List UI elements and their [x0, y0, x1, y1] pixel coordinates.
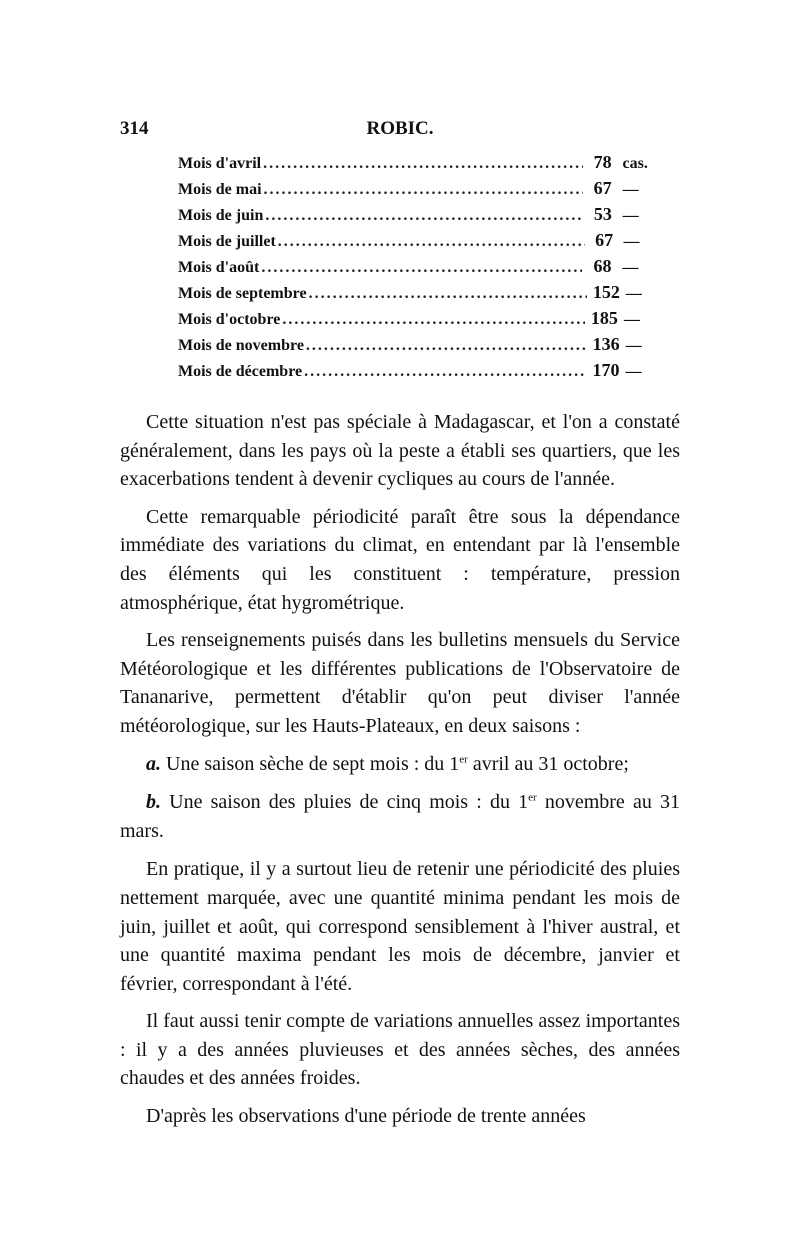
month-label: Mois de juin	[178, 207, 264, 224]
case-count: 68	[593, 256, 612, 276]
list-text: avril au 31 octobre;	[467, 752, 629, 775]
case-count: 67	[593, 178, 612, 198]
table-row	[178, 334, 648, 360]
monthly-cases-table	[178, 152, 648, 386]
unit-label: cas.	[622, 155, 648, 172]
unit-label: —	[625, 363, 642, 380]
case-count: 78	[593, 152, 612, 172]
month-label: Mois de novembre	[178, 337, 304, 354]
leader-dots	[309, 285, 587, 303]
superscript: er	[528, 791, 537, 804]
month-label: Mois de septembre	[178, 285, 307, 302]
table-row	[178, 152, 648, 178]
list-marker: a.	[146, 752, 161, 775]
table-row	[178, 256, 648, 282]
unit-label: —	[625, 337, 642, 354]
list-item-a	[120, 750, 680, 779]
list-marker: b.	[146, 791, 161, 814]
unit-label: —	[623, 233, 640, 250]
leader-dots	[261, 259, 582, 277]
month-label: Mois d'août	[178, 259, 260, 276]
list-text: novembre au 31 mars.	[120, 791, 680, 842]
table-row	[178, 230, 648, 256]
month-label: Mois d'octobre	[178, 311, 281, 328]
leader-dots	[278, 233, 585, 251]
page-header	[120, 118, 680, 144]
month-label: Mois d'avril	[178, 155, 262, 172]
paragraph: Cette remarquable périodicité paraît être sous la dépendance immédiate des variations du climat, en entendant par là l'ensemble des éléments qui les constituent : température, pression atmosphérique, état hygrométrique.	[120, 505, 680, 614]
table-row	[178, 204, 648, 230]
paragraph: En pratique, il y a surtout lieu de retenir une périodicité des pluies nettement marquée, avec une quantité minima pendant les mois de juin, juillet et août, qui correspond sensiblement à l'hiver austral, et une quantité maxima pendant les mois de décembre, janvier et février, correspondant à l'été.	[120, 858, 680, 995]
month-label: Mois de décembre	[178, 363, 303, 380]
table-row	[178, 308, 648, 334]
list-item-b	[120, 788, 680, 845]
case-count: 136	[592, 334, 620, 354]
unit-label: —	[625, 285, 642, 302]
list-text: Une saison des pluies de cinq mois : du 1	[169, 791, 529, 814]
page-number: 314	[120, 118, 149, 139]
leader-dots	[265, 207, 583, 225]
leader-dots	[263, 155, 583, 173]
case-count: 152	[592, 282, 620, 302]
paragraph: D'après les observations d'une période de trente années	[146, 1105, 586, 1128]
table-row	[178, 360, 648, 386]
table-row	[178, 282, 648, 308]
case-count: 170	[592, 360, 620, 380]
unit-label: —	[623, 311, 640, 328]
table-row	[178, 178, 648, 204]
paragraph: Les renseignements puisés dans les bulletins mensuels du Service Météorologique et les différentes publications de l'Observatoire de Tananarive, permettent d'établir qu'on peut diviser l'année météorologique, sur les Hauts-Plateaux, en deux saisons :	[120, 629, 680, 737]
body-text	[120, 408, 680, 1140]
leader-dots	[282, 311, 585, 329]
leader-dots	[304, 363, 586, 381]
month-label: Mois de juillet	[178, 233, 276, 250]
superscript: er	[459, 752, 468, 765]
list-text: Une saison sèche de sept mois : du 1	[166, 752, 460, 775]
paragraph: Il faut aussi tenir compte de variations annuelles assez importantes : il y a des années pluvieuses et des années sèches, des années chaudes et des années froides.	[120, 1010, 680, 1090]
case-count: 185	[590, 308, 618, 328]
paragraph: Cette situation n'est pas spéciale à Madagascar, et l'on a constaté généralement, dans les pays où la peste a établi ses quartiers, que les exacerbations tendent à devenir cycliques au cours de l'année.	[120, 411, 680, 491]
unit-label: —	[622, 181, 639, 198]
case-count: 53	[593, 204, 612, 224]
unit-label: —	[622, 207, 639, 224]
unit-label: —	[622, 259, 639, 276]
case-count: 67	[595, 230, 614, 250]
leader-dots	[306, 337, 587, 355]
leader-dots	[264, 181, 583, 199]
month-label: Mois de mai	[178, 181, 262, 198]
running-title: ROBIC.	[366, 118, 434, 139]
